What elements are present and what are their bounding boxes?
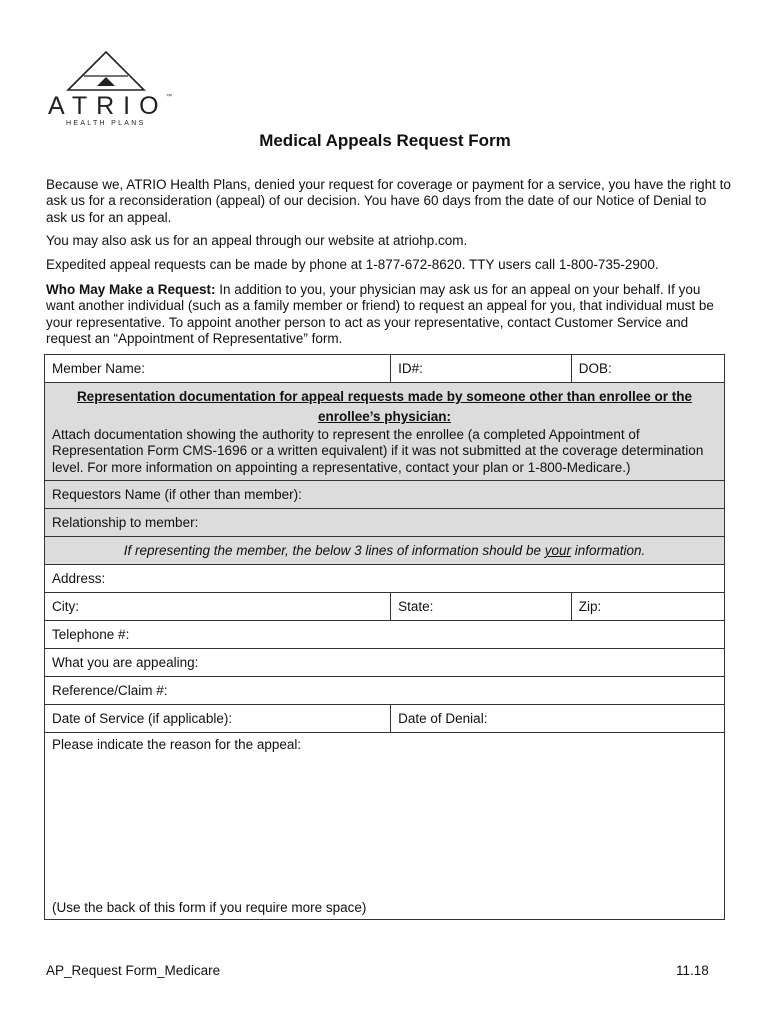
logo-wordmark: ATRIO (48, 92, 168, 120)
intro-paragraph-website: You may also ask us for an appeal through our website at atriohp.com. (46, 233, 468, 248)
intro-paragraph-phone: Expedited appeal requests can be made by phone at 1-877-672-8620. TTY users call 1-800-735-2900. (46, 257, 659, 272)
intro-paragraph-denial: Because we, ATRIO Health Plans, denied your request for coverage or payment for a service, you have the right to ask us for a reconsideration (appeal) of our decision. You have 60 days from the date of our Notice of Denial to ask us for an appeal. (46, 177, 731, 225)
logo-tagline: HEALTH PLANS (66, 120, 146, 127)
appeal-reason-label: Please indicate the reason for the appeal: (52, 737, 302, 753)
footer-form-id: AP_Request Form_Medicare (46, 963, 221, 978)
relationship-field[interactable]: Relationship to member: (45, 509, 725, 537)
date-of-service-field[interactable]: Date of Service (if applicable): (45, 705, 391, 733)
requestor-name-field[interactable]: Requestors Name (if other than member): (45, 481, 725, 509)
address-field[interactable]: Address: (45, 565, 725, 593)
city-field[interactable]: City: (45, 593, 391, 621)
dob-field[interactable]: DOB: (571, 355, 724, 383)
state-field[interactable]: State: (391, 593, 572, 621)
representation-heading: Representation documentation for appeal requests made by someone other than enrollee or the enrollee’s physician: (76, 389, 693, 424)
id-field[interactable]: ID#: (391, 355, 572, 383)
appealing-field[interactable]: What you are appealing: (45, 649, 725, 677)
intro-paragraph-who (46, 282, 731, 348)
atrio-logo (46, 50, 176, 130)
logo-trademark: ™ (166, 94, 172, 100)
who-text: In addition to you, your physician may ask us for an appeal on your behalf. If you want another individual (such as a family member or friend) to request an appeal for you, that individual must be your representative. To appoint another person to act as your representative, contact Customer Service and request an “Appointment of Representative” form. (46, 282, 714, 347)
representation-section (45, 383, 725, 481)
mountain-logo-icon (66, 50, 146, 92)
reference-claim-field[interactable]: Reference/Claim #: (45, 677, 725, 705)
member-name-field[interactable]: Member Name: (45, 355, 391, 383)
representative-note-start: If representing the member, the below 3 lines of information should be (123, 543, 545, 559)
appeal-reason-field[interactable] (45, 733, 725, 920)
representative-note-emphasis: your (544, 543, 571, 559)
appeal-form-table (44, 354, 725, 920)
telephone-field[interactable]: Telephone #: (45, 621, 725, 649)
representative-note-end: information. (570, 543, 646, 559)
representation-instructions: Attach documentation showing the authority to represent the enrollee (a completed Appointment of Representation Form CMS-1696 or a written equivalent) if it was not submitted at the coverage determination level. For more information on appointing a representative, contact your plan or 1-800-Medicare.) (52, 427, 704, 475)
page-title: Medical Appeals Request Form (259, 131, 511, 150)
who-label: Who May Make a Request: (46, 282, 216, 297)
date-of-denial-field[interactable]: Date of Denial: (391, 705, 725, 733)
footer-version: 11.18 (676, 963, 709, 978)
appeal-reason-note: (Use the back of this form if you require more space) (52, 900, 367, 916)
representative-note (45, 537, 725, 565)
zip-field[interactable]: Zip: (571, 593, 724, 621)
